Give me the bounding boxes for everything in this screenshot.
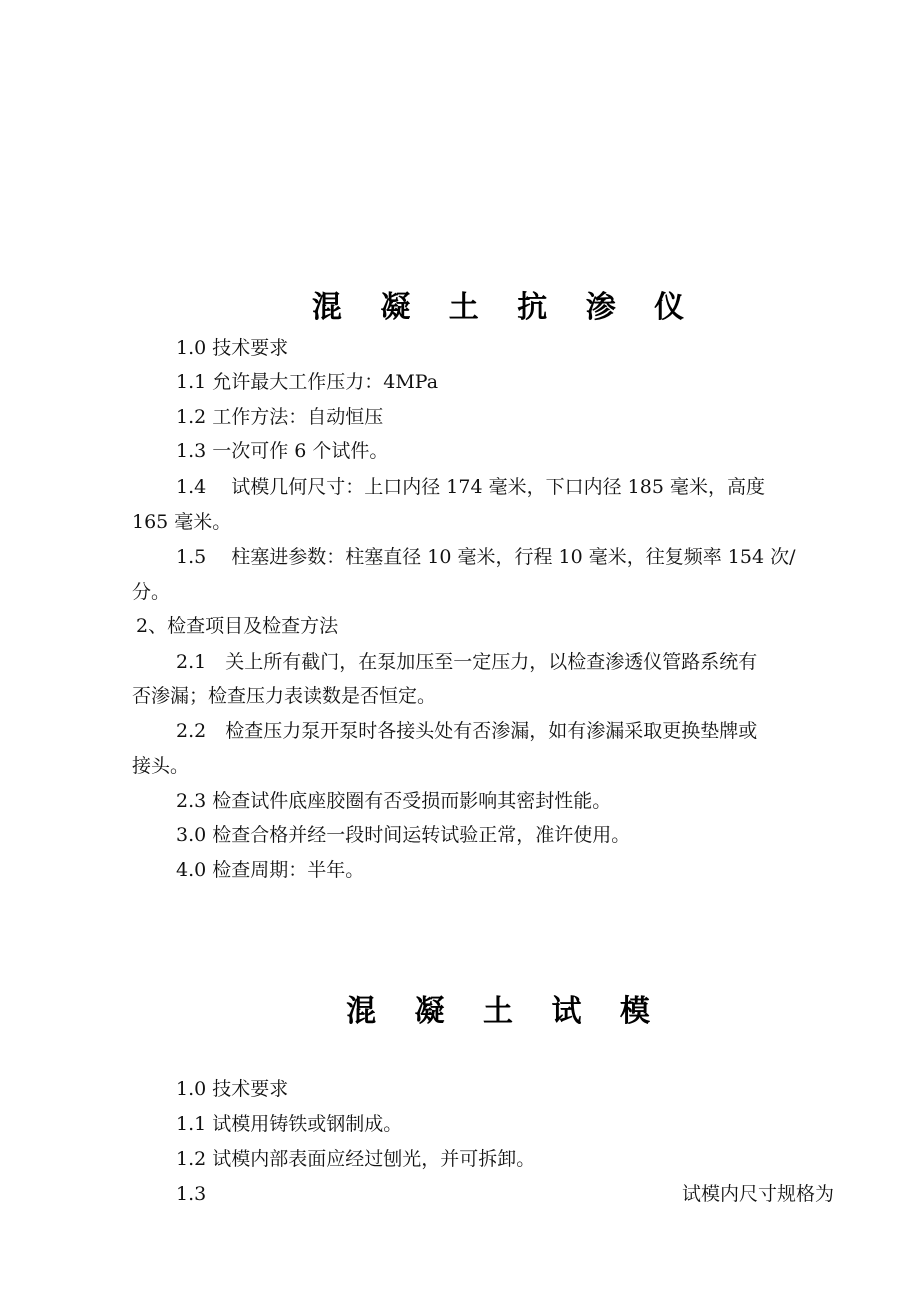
s1-line: 2.1 关上所有截门，在泵加压至一定压力，以检查渗透仪管路系统有 bbox=[176, 651, 758, 673]
section1-title: 混 凝 土 抗 渗 仪 bbox=[311, 290, 699, 325]
s2-line: 1.1 试模用铸铁或钢制成。 bbox=[176, 1113, 403, 1135]
s1-line: 165 毫米。 bbox=[132, 511, 232, 533]
s2-last-line-number: 1.3 bbox=[176, 1183, 207, 1205]
s1-line: 2.2 检查压力泵开泵时各接头处有否渗漏，如有渗漏采取更换垫牌或 bbox=[176, 720, 758, 742]
s1-section-heading: 2、检查项目及检查方法 bbox=[136, 615, 339, 637]
s1-line: 否渗漏；检查压力表读数是否恒定。 bbox=[132, 685, 437, 707]
s2-last-line-text: 试模内尺寸规格为 bbox=[681, 1183, 834, 1205]
s1-line: 分。 bbox=[132, 581, 171, 603]
s1-line: 1.4 试模几何尺寸：上口内径 174 毫米，下口内径 185 毫米，高度 bbox=[176, 476, 765, 498]
s1-line: 1.1 允许最大工作压力：4MPa bbox=[176, 371, 439, 393]
s2-line: 1.2 试模内部表面应经过刨光，并可拆卸。 bbox=[176, 1148, 536, 1170]
s1-line: 1.0 技术要求 bbox=[176, 337, 289, 359]
s1-line: 2.3 检查试件底座胶圈有否受损而影响其密封性能。 bbox=[176, 790, 612, 812]
s1-line: 4.0 检查周期：半年。 bbox=[176, 859, 365, 881]
s1-line: 3.0 检查合格并经一段时间运转试验正常，准许使用。 bbox=[176, 824, 631, 846]
s2-last-line bbox=[176, 1182, 834, 1206]
s1-line: 1.3 一次可作 6 个试件。 bbox=[176, 440, 389, 462]
s1-line: 1.5 柱塞进参数：柱塞直径 10 毫米，行程 10 毫米，往复频率 154 次/ bbox=[176, 546, 796, 568]
section2-title: 混 凝 土 试 模 bbox=[346, 994, 664, 1029]
s2-line: 1.0 技术要求 bbox=[176, 1078, 289, 1100]
s1-line: 1.2 工作方法：自动恒压 bbox=[176, 406, 384, 428]
s1-line: 接头。 bbox=[132, 755, 190, 777]
